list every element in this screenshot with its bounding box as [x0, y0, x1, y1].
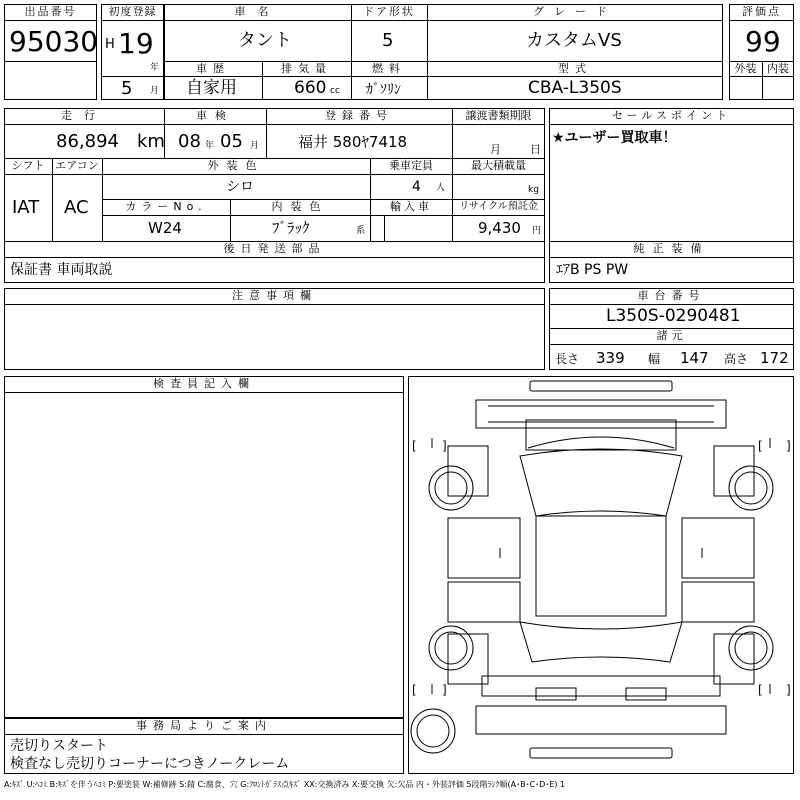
inspection-label: 車検 — [196, 109, 234, 122]
doors-label: ドア形状 — [363, 5, 415, 18]
legend: A:ｷｽﾞ U:ﾍｺﾐ B:ｷｽﾞを伴うﾍｺﾐ P:要塗装 W:補修跡 S:錆 C:腐食、穴 G:ﾌﾛﾝﾄｶﾞﾗｽ点ｷｽﾞ XX:交換済み X:要交換 欠:欠品 内・外装評価 5段階ﾗﾝｸ順(A･B･C･D･E) 1 — [4, 780, 566, 789]
grade: カスタムVS — [526, 30, 622, 51]
mileage-unit: km — [137, 131, 165, 152]
transfer-label: 譲渡書類期限 — [465, 109, 532, 122]
car-name: タント — [238, 30, 292, 51]
transfer-day-unit: 日 — [530, 143, 541, 156]
exterior-label: 外装 — [734, 62, 757, 75]
car-diagram — [408, 376, 794, 774]
insp-month-unit: 月 — [250, 141, 260, 151]
int-color-unit: 系 — [356, 226, 366, 236]
score: 99 — [745, 25, 781, 58]
equipment-label: 純正装備 — [633, 242, 710, 255]
dims-label: 諸元 — [656, 329, 687, 342]
lot-label: 出品番号 — [24, 5, 77, 18]
height-label: 高さ — [724, 352, 749, 366]
office-line-1: 売切りスタート — [10, 738, 108, 754]
insp-year-unit: 年 — [205, 141, 215, 151]
inspector-label: 検査員記入欄 — [153, 377, 255, 390]
color-no-label: カラーNo. — [125, 200, 207, 213]
sales-point: ★ユーザー買取車！ — [552, 130, 677, 146]
first-reg-label: 初度登録 — [108, 5, 157, 18]
svg-text:]: ] — [786, 683, 791, 697]
recycle-label: リサイクル預託金 — [459, 201, 538, 212]
mileage: 86,894 — [56, 131, 119, 152]
plate-label: 登録番号 — [325, 109, 393, 122]
lot-number: 95030 — [9, 25, 99, 58]
mileage-label: 走行 — [61, 109, 107, 122]
docs-label: 後日発送部品 — [223, 242, 326, 255]
era: H — [105, 37, 115, 52]
month-unit: 月 — [150, 86, 160, 96]
width-label: 幅 — [648, 352, 661, 366]
year-unit: 年 — [150, 63, 160, 73]
ac-label: エアコン — [55, 159, 99, 172]
recycle-unit: 円 — [532, 226, 542, 236]
svg-text:[: [ — [758, 439, 763, 453]
history: 自家用 — [186, 78, 237, 98]
reg-month: 5 — [121, 78, 133, 99]
equipment-value: ｴｱB PS PW — [556, 262, 629, 278]
docs-value: 保証書 車両取説 — [10, 262, 113, 278]
model-label: 型式 — [558, 62, 592, 75]
doors: 5 — [382, 30, 394, 51]
shift: IAT — [12, 197, 40, 218]
shift-label: シフト — [11, 159, 45, 172]
insp-year: 08 — [178, 131, 201, 152]
ext-color: シロ — [226, 179, 254, 195]
interior-label: 内装 — [767, 62, 789, 75]
fuel: ｶﾞｿﾘﾝ — [366, 82, 401, 98]
width: 147 — [680, 349, 709, 367]
load-unit: kg — [528, 185, 539, 195]
score-label: 評価点 — [742, 5, 781, 18]
insp-month: 05 — [220, 131, 243, 152]
length-label: 長さ — [555, 352, 580, 366]
office-line-2: 検査なし売切りコーナーにつきノークレーム — [10, 756, 290, 772]
notes-label: 注意事項欄 — [232, 289, 317, 302]
color-no: W24 — [148, 219, 182, 237]
displacement-unit: cc — [330, 86, 340, 96]
int-color-label: 内装色 — [271, 200, 329, 213]
capacity-label: 乗車定員 — [389, 159, 433, 172]
svg-text:[: [ — [412, 439, 417, 453]
transfer-month-unit: 月 — [490, 143, 501, 156]
int-color: ﾌﾞﾗｯｸ — [272, 219, 310, 237]
import-label: 輸入車 — [390, 200, 432, 213]
sales-label: セールスポイント — [611, 109, 731, 122]
chassis-label: 車台番号 — [637, 289, 706, 302]
fuel-label: 燃料 — [372, 62, 406, 75]
svg-text:]: ] — [442, 683, 447, 697]
grade-label: グレード — [533, 5, 617, 18]
capacity-unit: 人 — [436, 183, 446, 193]
capacity: 4 — [412, 179, 421, 195]
svg-text:]: ] — [786, 439, 791, 453]
model: CBA-L350S — [528, 78, 622, 98]
recycle: 9,430 — [478, 219, 521, 237]
ext-color-label: 外装色 — [207, 159, 265, 172]
reg-year: 19 — [118, 27, 154, 60]
car-name-label: 車名 — [234, 5, 281, 18]
svg-text:[: [ — [412, 683, 417, 697]
length: 339 — [596, 349, 625, 367]
svg-text:]: ] — [442, 439, 447, 453]
displacement: 660 — [294, 78, 327, 98]
ac: AC — [64, 197, 89, 218]
office-label: 事務局よりご案内 — [136, 719, 272, 732]
chassis-number: L350S-0290481 — [606, 306, 741, 326]
history-label: 車歴 — [196, 62, 230, 75]
height: 172 — [760, 349, 789, 367]
displacement-label: 排気量 — [281, 62, 332, 75]
inspector-box — [4, 376, 404, 718]
plate: 福井 580ﾔ7418 — [298, 133, 408, 151]
svg-text:[: [ — [758, 683, 763, 697]
load-label: 最大積載量 — [471, 159, 526, 172]
